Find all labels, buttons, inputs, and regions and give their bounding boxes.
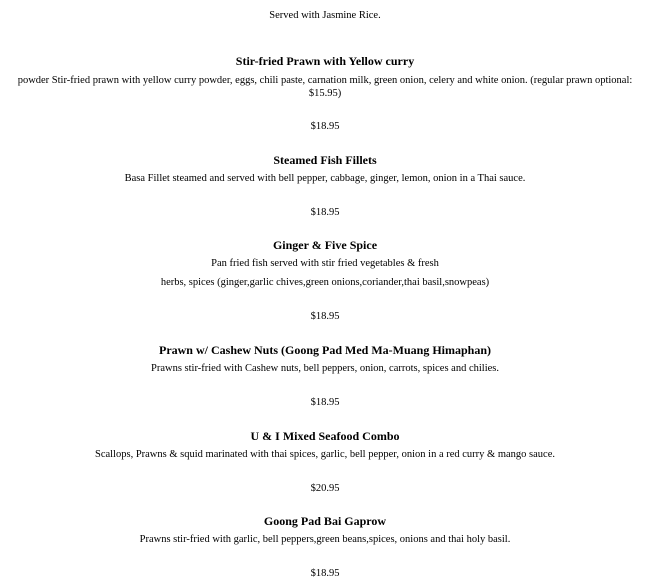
menu-item-price: $18.95 [310,397,340,408]
menu-item-title: Stir-fried Prawn with Yellow curry [235,54,415,68]
menu-item-description: powder Stir-fried prawn with yellow curry powder, eggs, chili paste, carnation milk, green onion, celery and white onion. (regular prawn optional: $15.95) [17,75,633,99]
menu-item-title: Steamed Fish Fillets [273,153,377,167]
menu-item-description: Prawns stir-fried with Cashew nuts, bell peppers, onion, carrots, spices and chilies. [151,363,499,374]
menu-item-price: $18.95 [310,207,340,218]
menu-item-price: $18.95 [310,568,340,579]
menu-item-title: U & I Mixed Seafood Combo [250,429,400,443]
menu-item-title: Ginger & Five Spice [272,238,378,252]
menu-item-price: $20.95 [310,483,340,494]
menu-item-description: Scallops, Prawns & squid marinated with thai spices, garlic, bell pepper, onion in a red curry & mango sauce. [94,449,555,460]
menu-item-description: Basa Fillet steamed and served with bell pepper, cabbage, ginger, lemon, onion in a Thai sauce. [124,173,526,184]
menu-item-price: $18.95 [310,121,340,132]
menu-item-title: Prawn w/ Cashew Nuts (Goong Pad Med Ma-Muang Himaphan) [158,343,491,357]
menu-item-description: Prawns stir-fried with garlic, bell peppers,green beans,spices, onions and thai holy basil. [139,534,511,545]
menu-item-title: Goong Pad Bai Gaprow [263,514,387,528]
menu-item-description: herbs, spices (ginger,garlic chives,green onions,coriander,thai basil,snowpeas) [160,277,490,288]
menu-intro: Served with Jasmine Rice. [269,10,381,21]
menu-item-price: $18.95 [310,311,340,322]
menu-item-description: Pan fried fish served with stir fried vegetables & fresh [211,258,439,269]
